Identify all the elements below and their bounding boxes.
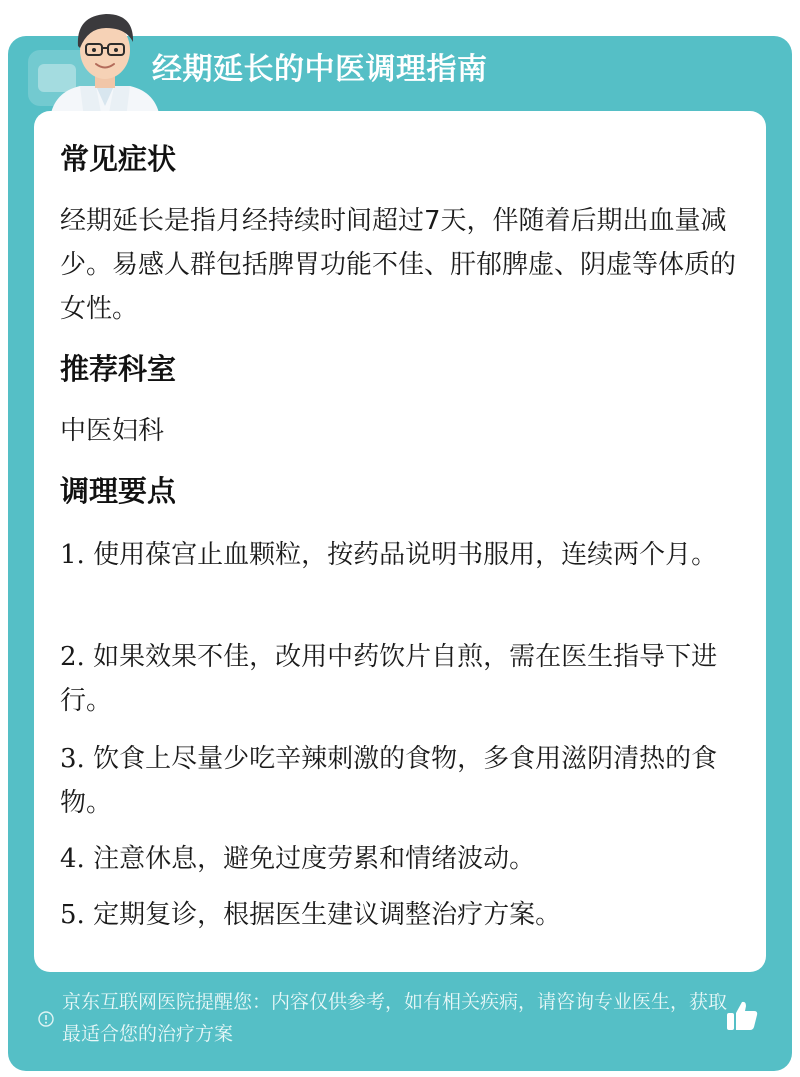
info-icon — [38, 1011, 54, 1027]
section-heading-department: 推荐科室 — [60, 352, 177, 386]
list-item-number: 1. — [60, 540, 85, 570]
list-item-number: 2. — [60, 642, 85, 672]
list-item-text: 使用葆宫止血颗粒，按药品说明书服用，连续两个月。 — [93, 540, 718, 570]
list-item — [60, 737, 746, 825]
list-item-number: 5. — [60, 900, 85, 930]
doctor-avatar-icon — [40, 6, 170, 118]
list-item-number: 3. — [60, 744, 85, 774]
disclaimer-text: 京东互联网医院提醒您：内容仅供参考，如有相关疾病，请咨询专业医生，获取最适合您的治疗方案 — [62, 991, 728, 1045]
section-heading-symptoms: 常见症状 — [60, 142, 177, 176]
content-card — [34, 111, 766, 972]
list-item-number: 4. — [60, 844, 85, 874]
section-heading-care-points: 调理要点 — [60, 474, 177, 508]
list-item — [60, 635, 746, 723]
thumbs-up-icon[interactable] — [724, 998, 760, 1034]
department-text: 中医妇科 — [60, 416, 165, 446]
list-item-text: 饮食上尽量少吃辛辣刺激的食物，多食用滋阴清热的食物。 — [60, 744, 718, 818]
page-title: 经期延长的中医调理指南 — [152, 52, 488, 87]
list-item-text: 注意休息，避免过度劳累和情绪波动。 — [93, 844, 536, 874]
symptoms-text: 经期延长是指月经持续时间超过7天，伴随着后期出血量减少。易感人群包括脾胃功能不佳、肝郁脾虚、阴虚等体质的女性。 — [60, 206, 737, 324]
list-item — [60, 893, 746, 937]
list-item-text: 定期复诊，根据医生建议调整治疗方案。 — [93, 900, 562, 930]
list-item — [60, 837, 746, 881]
list-item-text: 如果效果不佳，改用中药饮片自煎，需在医生指导下进行。 — [60, 642, 718, 716]
list-item — [60, 533, 746, 577]
